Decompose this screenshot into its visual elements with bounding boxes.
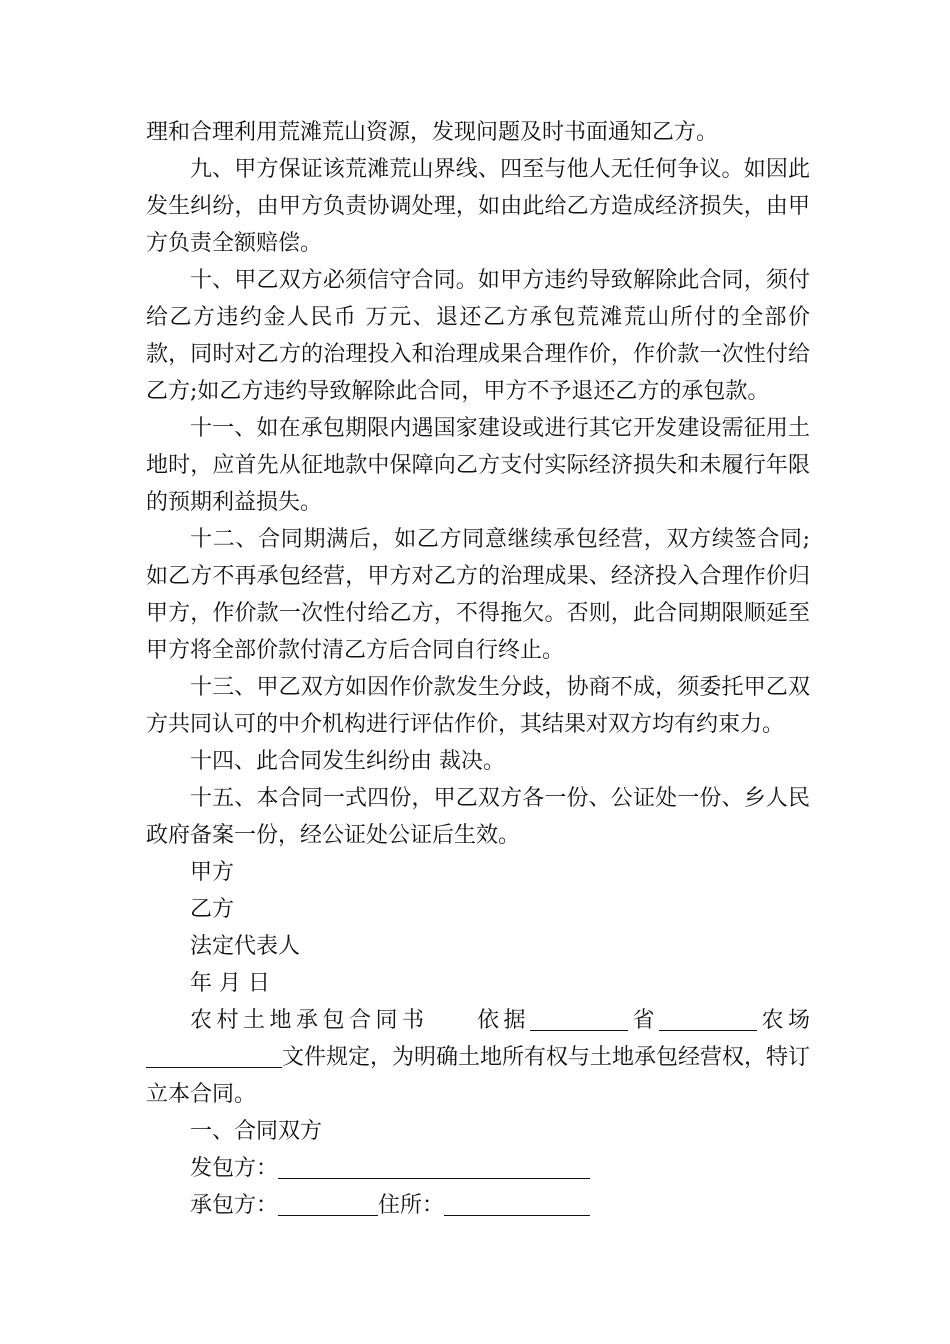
- basis-suffix: 文件规定，为明确土地所有权与土地承包经营权，特订立本合同。: [146, 1045, 811, 1107]
- paragraph-continuation: 理和合理利用荒滩荒山资源，发现问题及时书面通知乙方。: [146, 120, 719, 145]
- clause-13: 十三、甲乙双方如因作价款发生分歧，协商不成，须委托甲乙双方共同认可的中介机构进行评估作价，其结果对双方均有约束力。: [146, 675, 810, 737]
- blank-field-issuer[interactable]: [278, 1156, 590, 1179]
- clause-14: 十四、此合同发生纠纷由 裁决。: [190, 749, 505, 774]
- clause-15: 十五、本合同一式四份，甲乙双方各一份、公证处一份、乡人民政府备案一份，经公证处公证后生效。: [146, 786, 810, 848]
- contractor-line: [146, 1187, 810, 1224]
- issuer-label: 发包方：: [190, 1156, 279, 1181]
- clause-12: 十二、合同期满后，如乙方同意继续承包经营，双方续签合同;如乙方不再承包经营，甲方对乙方的治理成果、经济投入合理作价归甲方，作价款一次性付给乙方，不得拖欠。否则，此合同期限顺延至甲方将全部价款付清乙方后合同自行终止。: [146, 527, 810, 663]
- blank-field-document[interactable]: [146, 1045, 282, 1068]
- signature-party-a: 甲方: [190, 860, 235, 885]
- address-label: 住所：: [378, 1193, 445, 1218]
- signature-date: 年 月 日: [190, 971, 270, 996]
- basis-farm: 农场: [756, 1008, 810, 1033]
- section-heading-parties: 一、合同双方: [190, 1119, 323, 1144]
- blank-field-contractor[interactable]: [278, 1193, 378, 1216]
- contract-title: 农村土地承包合同书: [190, 1008, 429, 1033]
- contract-basis-paragraph: [146, 1002, 810, 1113]
- signature-party-b: 乙方: [190, 897, 235, 922]
- issuer-line: [146, 1150, 810, 1187]
- blank-field-address[interactable]: [444, 1193, 590, 1216]
- clause-10: 十、甲乙双方必须信守合同。如甲方违约导致解除此合同，须付给乙方违约金人民币 万元、退还乙方承包荒滩荒山所付的全部价款，同时对乙方的治理投入和治理成果合理作价，作价款一次性付给乙方;如乙方违约导致解除此合同，甲方不予退还乙方的承包款。: [146, 268, 810, 404]
- contractor-label: 承包方：: [190, 1193, 279, 1218]
- signature-legal-rep: 法定代表人: [190, 934, 301, 959]
- document-body: [146, 114, 810, 1224]
- blank-field-province[interactable]: [530, 1008, 628, 1031]
- basis-prefix: 依据: [472, 1008, 530, 1033]
- blank-field-farm[interactable]: [659, 1008, 757, 1031]
- clause-9: 九、甲方保证该荒滩荒山界线、四至与他人无任何争议。如因此发生纠纷，由甲方负责协调处理，如由此给乙方造成经济损失，由甲方负责全额赔偿。: [146, 157, 810, 256]
- clause-11: 十一、如在承包期限内遇国家建设或进行其它开发建设需征用土地时，应首先从征地款中保障向乙方支付实际经济损失和未履行年限的预期利益损失。: [146, 416, 810, 515]
- basis-province: 省: [627, 1008, 659, 1033]
